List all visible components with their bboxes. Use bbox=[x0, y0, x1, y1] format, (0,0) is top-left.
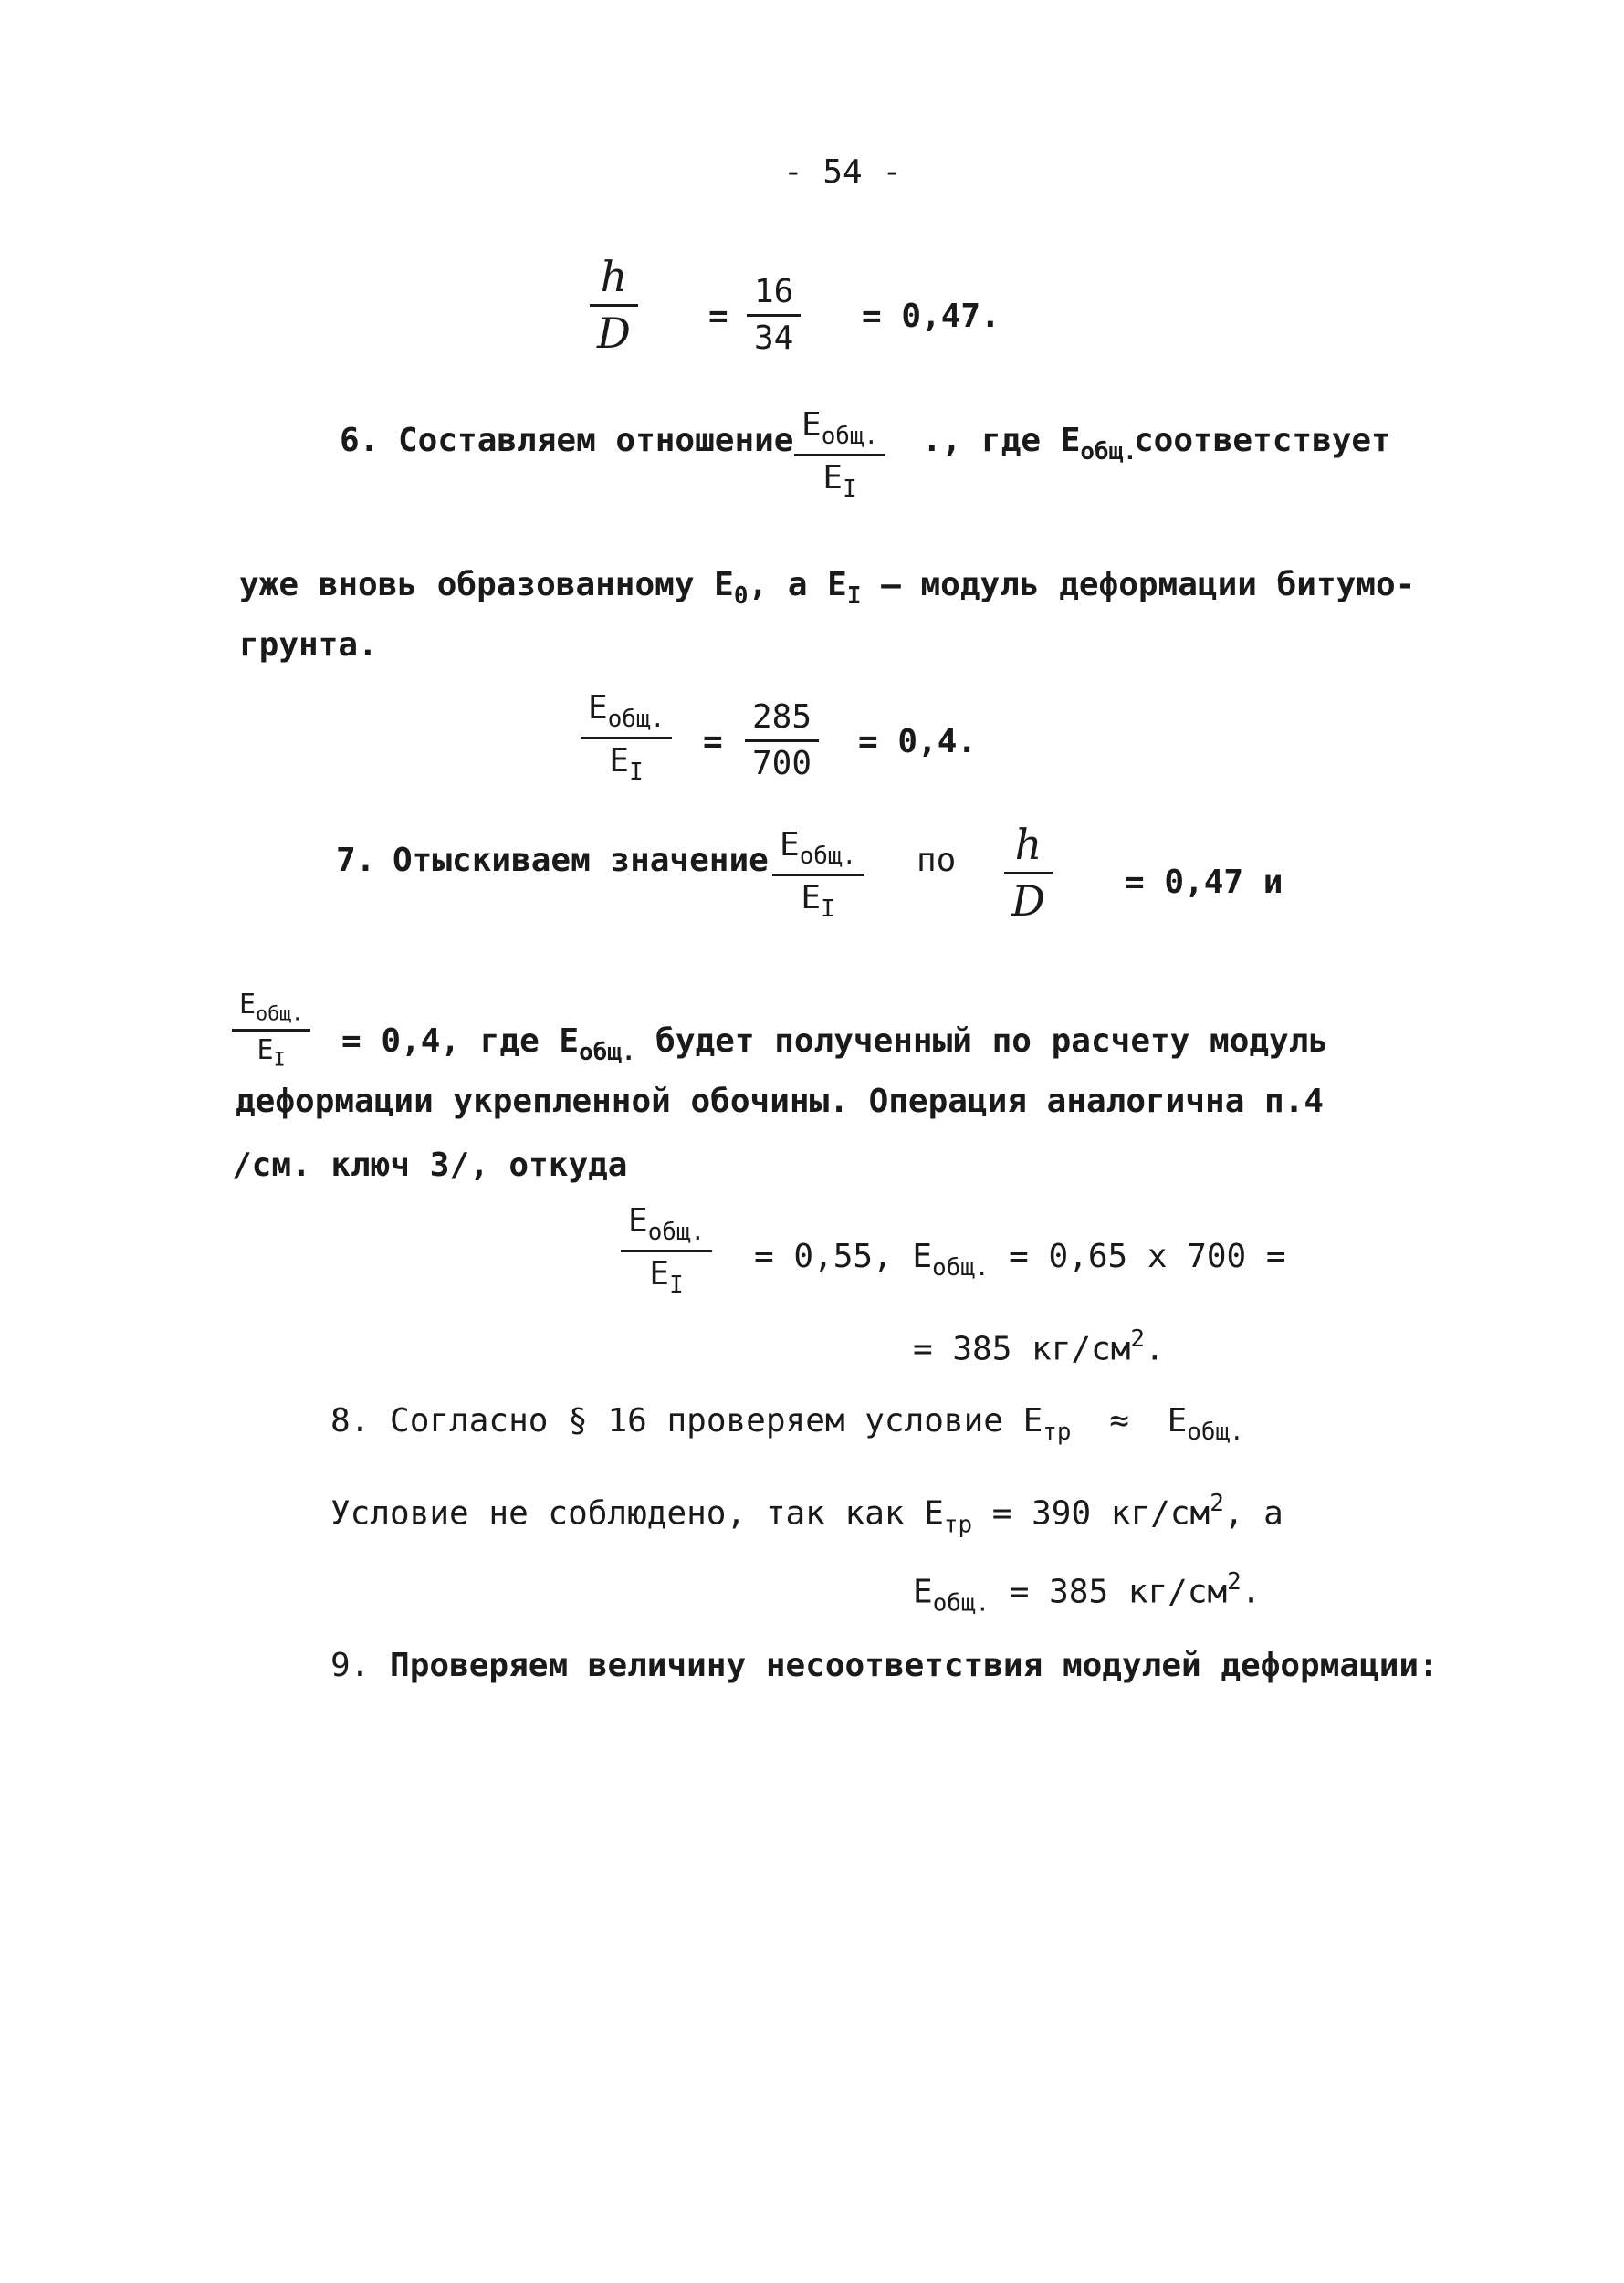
step7-line2-frac-den: $E_I$ bbox=[257, 1034, 286, 1072]
formula2-e-ratio bbox=[581, 690, 672, 785]
formula1-h: h bbox=[600, 252, 628, 301]
step8-line3: $E_{общ.} = 385$ $кг/см^2$. bbox=[913, 1568, 1262, 1618]
fraction-bar bbox=[794, 454, 885, 456]
step9-number: 9. bbox=[330, 1647, 371, 1684]
formula1-den: 34 bbox=[754, 319, 794, 357]
formula1-eq: = bbox=[708, 298, 728, 335]
step7-tail: = 0,47 и bbox=[1125, 864, 1283, 901]
formula2-fden: 700 bbox=[752, 744, 812, 782]
formula2-result: = 0,4. bbox=[858, 723, 978, 760]
step8-line1: 8. Согласно § 16 проверяем условие $E_{тр} \approx E_{общ.}$ bbox=[330, 1402, 1244, 1447]
step6-tail: соответствует bbox=[1134, 422, 1391, 459]
fraction-bar bbox=[747, 314, 801, 317]
step7-fraction bbox=[772, 827, 864, 922]
step6-number: 6. bbox=[340, 422, 380, 459]
formula3-den: $E_I$ bbox=[649, 1254, 684, 1299]
step7-frac-num: $E_{общ.}$ bbox=[780, 826, 857, 871]
formula2-num: $E_{общ.}$ bbox=[588, 689, 665, 734]
formula1-d: D bbox=[597, 308, 631, 358]
step6-frac-den: $E_I$ bbox=[822, 458, 857, 503]
step6-line3: грунта. bbox=[239, 626, 378, 664]
formula3-num: $E_{общ.}$ bbox=[628, 1202, 706, 1247]
formula2-eq: = bbox=[703, 723, 723, 760]
step6-frac-num: $E_{общ.}$ bbox=[802, 406, 879, 451]
formula1-h-over-d bbox=[590, 254, 638, 356]
step7-line2: = 0,4, где $E_{общ.}$ будет полученный по расчету модуль bbox=[341, 1022, 1329, 1067]
formula2-den: $E_I$ bbox=[609, 741, 644, 786]
step7-h-over-d bbox=[1004, 822, 1053, 924]
step6-mid: ., где $E_{общ.}$ bbox=[922, 422, 1137, 466]
step7-po: по bbox=[917, 842, 957, 879]
step7-line2-fraction bbox=[232, 990, 310, 1072]
step7-line3: деформации укрепленной обочины. Операция аналогична п.4 bbox=[236, 1083, 1325, 1120]
formula1-16-over-34 bbox=[747, 274, 801, 356]
page-number: - 54 - bbox=[783, 153, 903, 191]
step6-line2: уже вновь образованному $E_0$, а $E_I$ – модуль деформации битумо- bbox=[239, 566, 1416, 611]
step7-line4: /см. ключ 3/, откуда bbox=[232, 1147, 628, 1184]
fraction-bar bbox=[1004, 872, 1053, 874]
approx-symbol: ≈ bbox=[1109, 1402, 1129, 1440]
fraction-bar bbox=[621, 1250, 712, 1252]
formula1-num: 16 bbox=[754, 273, 794, 310]
fraction-bar bbox=[590, 304, 638, 307]
fraction-bar bbox=[745, 739, 819, 742]
step8-number: 8. bbox=[330, 1402, 371, 1440]
step8-line2: Условие не соблюдено, так как $E_{тр} = 390$ $кг/см^2$, а bbox=[330, 1490, 1283, 1539]
formula3-line1: = 0,55, $E_{общ.} = 0,65$ x 700 = bbox=[754, 1238, 1286, 1283]
formula1-result: = 0,47. bbox=[862, 298, 1001, 335]
step6-fraction bbox=[794, 407, 885, 502]
fraction-bar bbox=[232, 1029, 310, 1032]
formula2-fnum: 285 bbox=[752, 698, 812, 736]
formula3-line2: = 385 $кг/см^2$. bbox=[913, 1325, 1165, 1368]
step6-lead: Составляем отношение bbox=[398, 422, 794, 459]
step7-line2-frac-num: $E_{общ.}$ bbox=[239, 989, 304, 1026]
step7-number: 7. bbox=[336, 842, 376, 879]
formula2-285-over-700 bbox=[745, 699, 819, 781]
formula3-e-ratio bbox=[621, 1203, 712, 1298]
fraction-bar bbox=[581, 737, 672, 739]
step7-h: h bbox=[1014, 820, 1043, 869]
step7-lead: Отыскиваем значение bbox=[393, 842, 769, 879]
step7-d: D bbox=[1011, 875, 1045, 926]
step7-frac-den: $E_I$ bbox=[801, 878, 835, 923]
step9-line: 9. Проверяем величину несоответствия модулей деформации: bbox=[330, 1647, 1439, 1684]
fraction-bar bbox=[772, 874, 864, 876]
